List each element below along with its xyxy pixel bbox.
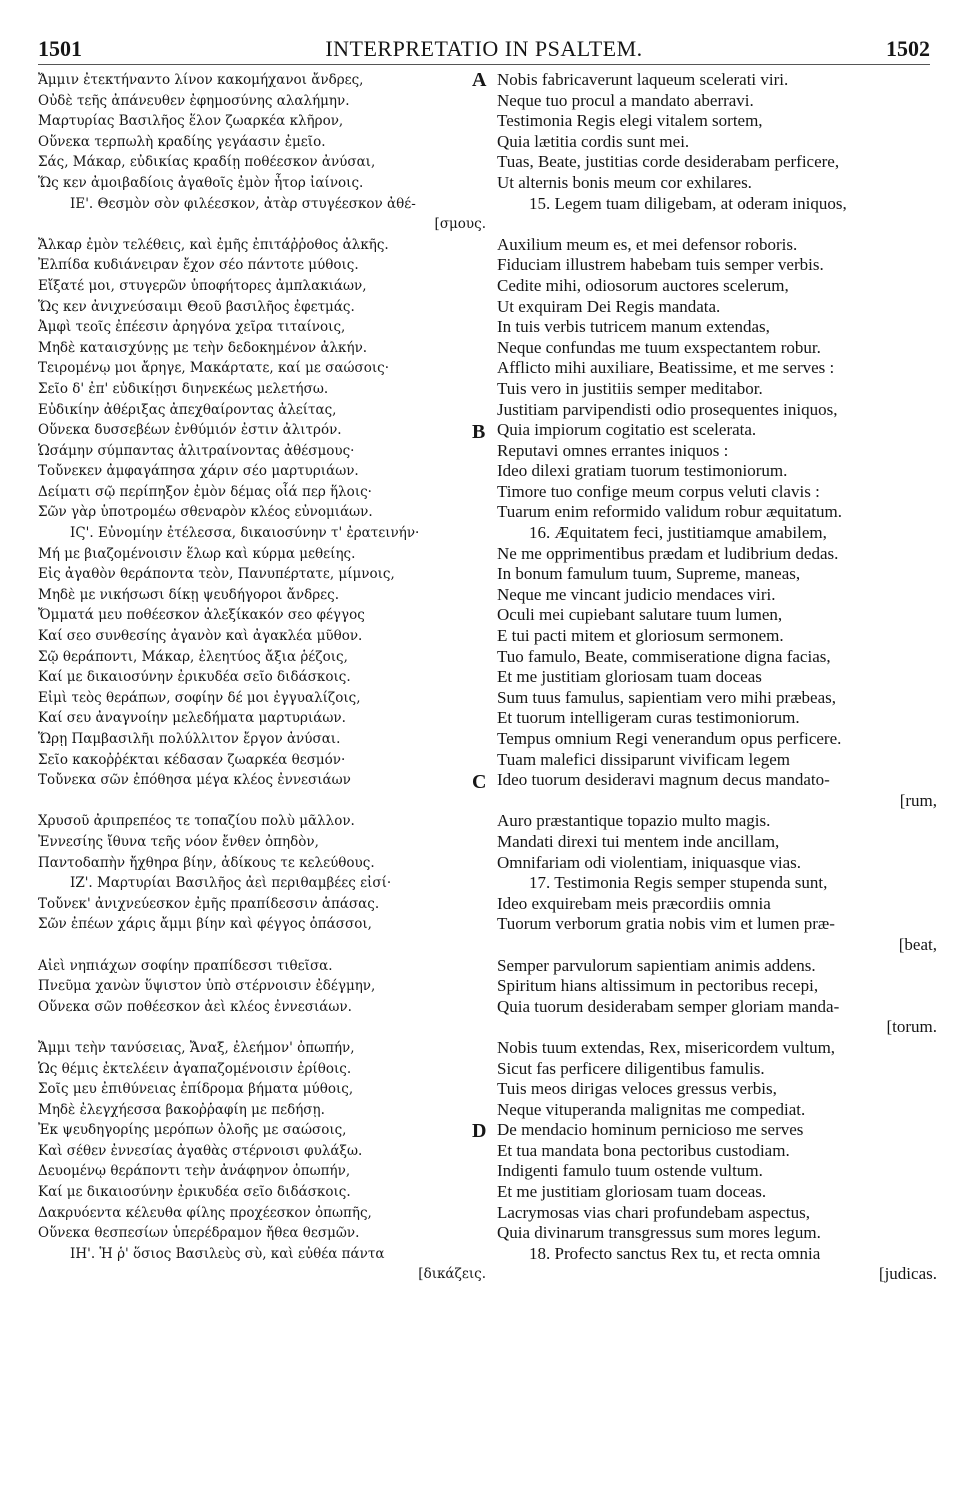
latin-verse-line: Quia tuorum desiderabam semper gloriam manda-: [497, 996, 840, 1016]
latin-verse-line: Quia lætitia cordis sunt mei.: [497, 131, 690, 151]
latin-verse-line: Auro præstantique topazio multo magis.: [497, 811, 771, 831]
latin-verse-line: Ideo exquirebam meis præcordiis omnia: [497, 893, 771, 913]
greek-verse-line: Καί με δικαιοσύνην ἐρικυδέα σεῖο διδάσκοις.: [38, 669, 351, 686]
latin-verse-line: Tuam malefici dissiparunt vivificam legem: [497, 749, 791, 769]
greek-verse-line: Ὄμματά μευ ποθέεσκον ἀλεξίκακόν σεο φέγγος: [38, 607, 365, 624]
greek-verse-line: Μαρτυρίας Βασιλῆος ἕλον ζωαρκέα κλῆρον,: [38, 113, 344, 130]
greek-verse-line: Ἄμμιν ἐτεκτήναντο λίνον κακομήχανοι ἄνδρες,: [38, 72, 364, 88]
latin-verse-line: 16. Æquitatem feci, justitiamque amabilem,: [529, 523, 827, 543]
greek-verse-line: [δικάζεις.: [418, 1266, 486, 1283]
greek-verse-line: ΙΗ'. Ἡ ῥ' ὅσιος Βασιλεὺς σὺ, καὶ εὐθέα πάντα: [70, 1245, 385, 1262]
latin-verse-line: Semper parvulorum sapientiam animis addens.: [497, 955, 816, 975]
greek-verse-line: Οὕνεκα δυσσεβέων ἐνθύμιόν ἐστιν ἀλιτρόν.: [38, 422, 342, 439]
greek-verse-line: Σεῖο κακοῤῥέκται κέδασαν ζωαρκέα θεσμόν·: [38, 751, 346, 768]
greek-verse-line: Τοὔνεκεν ἀμφαγάπησα χάριν σέο μαρτυριάων.: [38, 463, 359, 480]
greek-verse-line: Εἴξατέ μοι, στυγερῶν ὑποφήτορες ἀμπλακιάων,: [38, 277, 367, 294]
latin-verse-line: Neque vituperanda malignitas me compediat.: [497, 1099, 806, 1119]
latin-verse-line: Tuorum verborum gratia nobis vim et lumen præ-: [497, 914, 835, 934]
latin-verse-line: Neque confundas me tuum exspectantem robur.: [497, 337, 821, 357]
latin-verse-line: 15. Legem tuam diligebam, at oderam iniquos,: [529, 193, 847, 213]
latin-verse-line: Indigenti famulo tuum ostende vultum.: [497, 1161, 763, 1181]
running-title: INTERPRETATIO IN PSALTEM.: [325, 36, 643, 61]
latin-verse-line: [rum,: [899, 790, 937, 810]
greek-verse-line: Οὕνεκα θεσπεσίων ὑπερέδραμον ἤθεα θεσμῶν.: [38, 1225, 360, 1242]
latin-verse-line: Testimonia Regis elegi vitalem sortem,: [497, 111, 763, 131]
greek-verse-line: Ἄλκαρ ἐμὸν τελέθεις, καὶ ἐμῆς ἐπιτάῤῥοθος ἀλκῆς.: [38, 236, 389, 253]
greek-verse-line: Εἰς ἀγαθὸν θεράποντα τεὸν, Πανυπέρτατε, μίμνοις,: [38, 566, 395, 583]
greek-verse-line: Μηδὲ ἐλεγχήεσσα βακοῤῥαφίη με πεδήσῃ.: [38, 1101, 325, 1118]
greek-verse-line: Καί σευ ἀναγνοίην μελεδήματα μαρτυριάων.: [38, 710, 346, 727]
greek-verse-line: Εἰμὶ τεὸς θεράπων, σοφίην δέ μοι ἐγγυαλίζοις,: [38, 689, 361, 706]
greek-verse-line: Ἐλπίδα κυδιάνειραν ἔχον σέο πάντοτε μύθοις.: [38, 257, 359, 274]
greek-verse-line: Μηδὲ καταισχύνῃς με τεὴν δεδοκημένον ἀλκήν.: [38, 339, 368, 356]
latin-verse-line: [497, 214, 937, 235]
latin-verse-line: In bonum famulum tuum, Supreme, maneas,: [497, 564, 801, 584]
latin-verse-line: De mendacio hominum pernicioso me serves: [497, 1120, 804, 1140]
latin-verse-line: Spiritum hians altissimum in pectoribus recepi,: [497, 976, 819, 996]
latin-verse-line: Nobis fabricaverunt laqueum scelerati viri.: [497, 70, 789, 89]
latin-verse-line: E tui pacti mitem et gloriosum sermonem.: [497, 626, 784, 646]
greek-verse-line: Εὐδικίην ἀθέριξας ἀπεχθαίροντας ἀλείτας,: [38, 401, 337, 418]
greek-verse-line: Παντοδαπὴν ἤχθηρα βίην, ἀδίκους τε κελεύθους.: [38, 854, 375, 871]
greek-verse-line: Ἐννεσίης ἴθυνα τεῆς νόον ἔνθεν ὀπηδὸν,: [38, 833, 319, 850]
greek-verse-line: Οὕνεκα σῶν ποθέεσκον ἀεὶ κλέος ἐννεσιάων.: [38, 998, 352, 1015]
latin-verse-line: Neque tuo procul a mandato aberravi.: [497, 90, 754, 110]
greek-verse-line: [38, 791, 486, 812]
latin-verse-line: Et tua mandata bona pectoribus custodiam.: [497, 1140, 790, 1160]
greek-verse-line: Σῶν ἐπέων χάρις ἄμμι βίην καὶ φέγγος ὀπάσσοι,: [38, 916, 372, 933]
latin-verse-line: Quia impiorum cogitatio est scelerata.: [497, 420, 757, 440]
latin-verse-line: Sum tuus famulus, sapientiam vero mihi præbeas,: [497, 687, 837, 707]
latin-verse-line: Tuo famulo, Beate, commiseratione digna facias,: [497, 646, 831, 666]
greek-verse-line: ΙΕ'. Θεσμὸν σὸν φιλέεσκον, ἀτὰρ στυγέεσκον ἀθέ-: [70, 195, 416, 212]
greek-verse-line: Ὥρῃ Παμβασιλῆι πολύλλιτον ἔργον ἀνύσαι.: [38, 731, 341, 747]
greek-verse-line: [38, 1017, 486, 1038]
greek-verse-line: ΙϚ'. Εὐνομίην ἐτέλεσσα, δικαιοσύνην τ' ἐρατεινήν·: [70, 525, 420, 542]
latin-verse-line: 17. Testimonia Regis semper stupenda sunt,: [529, 873, 828, 893]
greek-verse-line: Ὡσάμην σύμπαντας ἀλιτραίνοντας ἀθέσμους·: [38, 442, 355, 459]
section-marker-a: A: [472, 69, 487, 91]
latin-verse-line: Ut exquiram Dei Regis mandata.: [497, 296, 721, 316]
section-marker-d: D: [472, 1120, 487, 1142]
greek-verse-line: Δείματι σῷ περίπηξον ἐμὸν δέμας οἷά περ ἥλοις·: [38, 483, 372, 500]
greek-verse-line: Τοὔνεκ' ἀνιχνεύεσκον ἐμῆς πραπίδεσσιν ἁπάσας.: [38, 895, 380, 912]
latin-verse-line: Omnifariam odi violentiam, iniquasque vias.: [497, 852, 802, 872]
greek-verse-line: Καί με δικαιοσύνην ἐρικυδέα σεῖο διδάσκοις.: [38, 1184, 351, 1201]
latin-verse-line: Ut alternis bonis meum cor exhilares.: [497, 172, 752, 192]
page-header: [38, 36, 930, 64]
latin-verse-line: Cedite mihi, odiosorum auctores scelerum,: [497, 275, 789, 295]
latin-verse-line: Tuas, Beate, justitias corde desiderabam perficere,: [497, 152, 840, 172]
greek-verse-line: Σοῖς μευ ἐπιθύνειας ἐπίδρομα βήματα μύθοις,: [38, 1081, 354, 1098]
greek-verse-line: Ἀμφὶ τεοῖς ἐπέεσιν ἀρηγόνα χεῖρα τιταίνοις,: [38, 319, 346, 336]
greek-verse-line: [38, 935, 486, 956]
greek-verse-line: Σάς, Μάκαρ, εὐδικίας κραδίῃ ποθέεσκον ἀνύσαι,: [38, 154, 376, 171]
greek-verse-line: Αἰεὶ νηπιάχων σοφίην πραπίδεσσι τιθεῖσα.: [38, 957, 333, 974]
greek-verse-line: Πνεῦμα χανὼν ὕψιστον ὑπὸ στέρνοισιν ἐδέγμην,: [38, 978, 376, 995]
greek-verse-line: Τοὔνεκα σῶν ἐπόθησα μέγα κλέος ἐννεσιάων: [38, 772, 351, 789]
latin-verse-line: Et me justitiam gloriosam tuam doceas: [497, 667, 762, 687]
greek-verse-line: Μηδὲ με νικήσωσι δίκῃ ψευδήγοροι ἄνδρες.: [38, 586, 340, 603]
section-marker-c: C: [472, 771, 487, 793]
greek-verse-line: Χρυσοῦ ἀριπρεπέος τε τοπαζίου πολὺ μᾶλλον.: [38, 813, 355, 830]
latin-verse-line: Fiduciam illustrem habebam tuis semper verbis.: [497, 255, 824, 275]
left-page-number: 1501: [38, 36, 82, 61]
latin-verse-line: Tuis meos dirigas veloces gressus verbis,: [497, 1079, 777, 1099]
section-marker-b: B: [472, 421, 486, 443]
latin-verse-line: In tuis verbis tutricem manum extendas,: [497, 317, 770, 337]
latin-verse-line: Justitiam parvipendisti odio prosequentes iniquos,: [497, 399, 838, 419]
latin-verse-line: Neque me vincant judicio mendaces viri.: [497, 584, 776, 604]
greek-verse-line: Καί σεο συνθεσίης ἀγανὸν καὶ ἀγακλέα μῦθον.: [38, 628, 363, 645]
greek-verse-line: [σμους.: [434, 216, 486, 233]
latin-verse-line: Ideo dilexi gratiam tuorum testimoniorum.: [497, 461, 788, 481]
greek-verse-line: Σῶν γὰρ ὑποτρομέω σθεναρὸν κλέος εὐνομιάων.: [38, 504, 373, 521]
latin-column: [497, 70, 937, 1285]
latin-verse-line: Et tuorum intelligeram curas testimoniorum.: [497, 708, 800, 728]
greek-column: [38, 70, 486, 1285]
latin-verse-line: [judicas.: [878, 1264, 937, 1284]
latin-verse-line: Nobis tuum extendas, Rex, misericordem vultum,: [497, 1037, 836, 1057]
latin-verse-line: Tuarum enim reformido validum robur æquitatum.: [497, 502, 842, 522]
latin-verse-line: Afflicto mihi auxiliare, Beatissime, et me serves :: [497, 358, 835, 378]
latin-verse-line: Tuis vero in justitiis semper meditabor.: [497, 378, 763, 398]
greek-verse-line: Ἐκ ψευδηγορίης μερόπων ὀλοῆς με σαώσοις,: [38, 1122, 347, 1139]
greek-verse-line: Σεῖο δ' ἐπ' εὐδικίῃσι διηνεκέως μελετήσω.: [38, 380, 329, 397]
greek-verse-line: Δακρυόεντα κέλευθα φίλης προχέεσκον ὀπωπῆς,: [38, 1204, 372, 1221]
header-rule: [38, 64, 930, 65]
latin-verse-line: 18. Profecto sanctus Rex tu, et recta omnia: [529, 1243, 821, 1263]
latin-verse-line: Mandati direxi tui mentem inde ancillam,: [497, 831, 780, 851]
greek-verse-line: Ὥς κεν ἀνιχνεύσαιμι Θεοῦ βασιλῆος ἐφετμάς.: [38, 298, 355, 315]
greek-verse-line: Μή με βιαζομένοισιν ἕλωρ καὶ κύρμα μεθείης.: [38, 545, 356, 562]
latin-verse-line: Timore tuo confige meum corpus veluti clavis :: [497, 481, 820, 501]
latin-verse-line: Quia divinarum transgressus sum mores legum.: [497, 1223, 821, 1243]
latin-verse-line: Reputavi omnes errantes iniquos :: [497, 440, 729, 460]
latin-verse-line: [torum.: [886, 1017, 937, 1037]
latin-verse-line: [beat,: [898, 934, 937, 954]
greek-verse-line: Ἄμμι τεὴν τανύσειας, Ἄναξ, ἐλεήμον' ὀπωπήν,: [38, 1039, 355, 1056]
greek-verse-line: Τειρομένῳ μοι ἄρηγε, Μακάρτατε, καί με σαώσοις·: [38, 360, 389, 377]
greek-verse-line: Ὡς θέμις ἐκτελέειν ἀγαπαζομένοισιν ἐρίθοις.: [38, 1060, 352, 1077]
right-page-number: 1502: [886, 36, 930, 61]
latin-verse-line: Sicut fas perficere diligentibus famulis.: [497, 1058, 765, 1078]
greek-verse-line: Οὕνεκα τερπωλὴ κραδίης γεγάασιν ἐμεῖο.: [38, 133, 326, 150]
latin-verse-line: Et me justitiam gloriosam tuam doceas.: [497, 1182, 767, 1202]
latin-verse-line: Ideo tuorum desideravi magnum decus mandato-: [497, 770, 830, 790]
latin-verse-line: Ne me opprimentibus prædam et ludibrium dedas.: [497, 543, 839, 563]
latin-verse-line: Tempus omnium Regi venerandum opus perficere.: [497, 729, 842, 748]
greek-verse-line: Καὶ σέθεν ἐννεσίας ἀγαθὰς στέρνοισι φυλάξω.: [38, 1142, 363, 1159]
greek-verse-line: ΙΖ'. Μαρτυρίαι Βασιλῆος ἀεὶ περιθαμβέες εἰσί·: [70, 875, 392, 892]
latin-verse-line: Oculi mei cupiebant salutare tuum lumen,: [497, 605, 783, 625]
greek-verse-line: Δευομένῳ θεράποντι τεὴν ἀνάφηνον ὀπωπήν,: [38, 1163, 351, 1180]
greek-verse-line: Σῷ θεράποντι, Μάκαρ, ἐλεητύος ἄξια ῥέζοις,: [38, 648, 348, 665]
greek-verse-line: Οὐδὲ τεῆς ἀπάνευθεν ἐφημοσύνης αλαλήμην.: [38, 92, 350, 109]
greek-verse-line: Ὥς κεν ἀμοιβαδίοις ἀγαθοῖς ἐμὸν ἦτορ ἰαίνοις.: [38, 174, 364, 191]
latin-verse-line: Lacrymosas vias chari profundebam aspectus,: [497, 1202, 810, 1222]
latin-verse-line: Auxilium meum es, et mei defensor roboris.: [497, 234, 798, 254]
